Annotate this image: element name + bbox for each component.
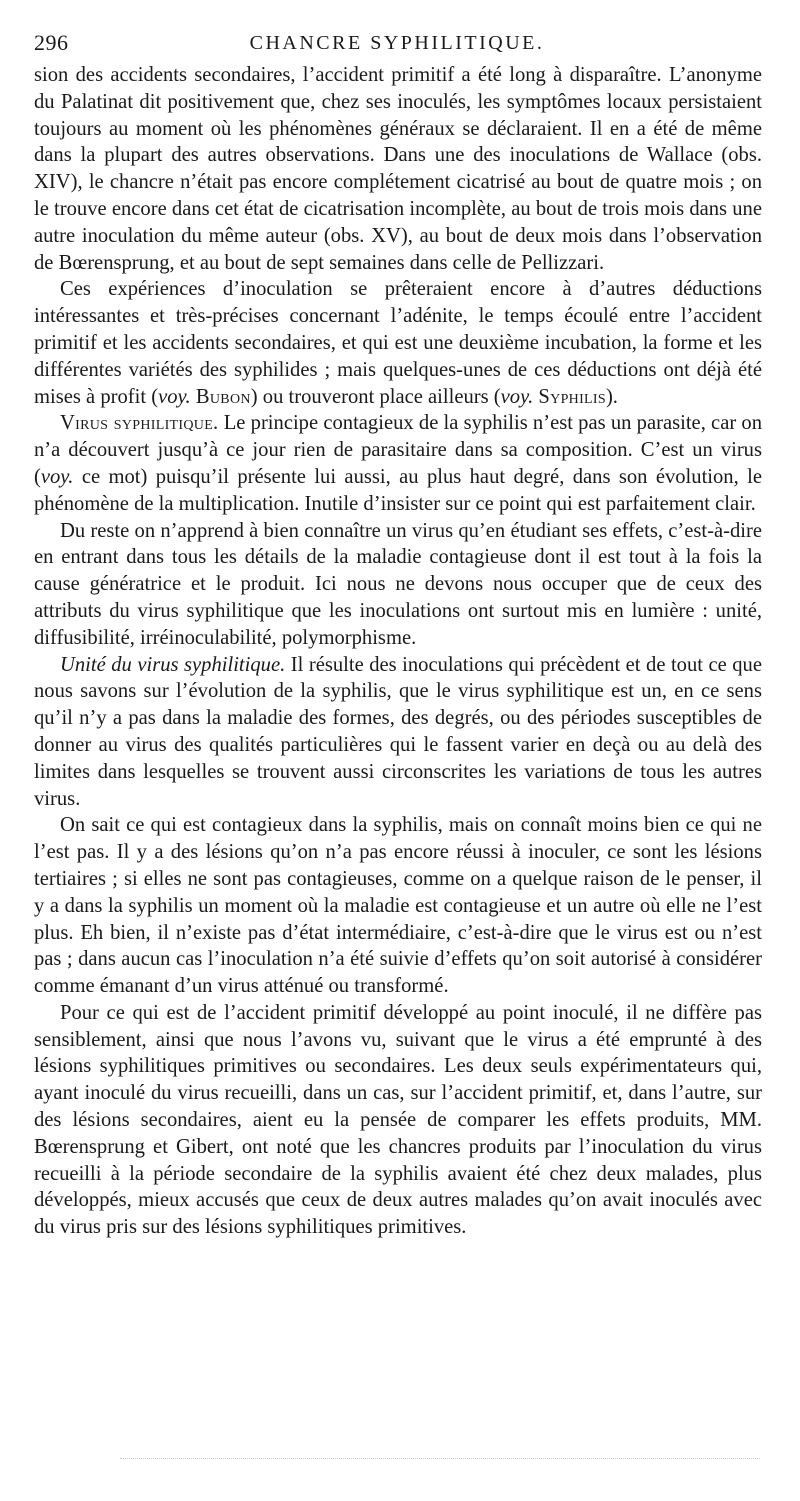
footer-rule xyxy=(120,1458,760,1459)
running-title: CHANCRE SYPHILITIQUE. xyxy=(249,32,545,54)
page-number: 296 xyxy=(34,30,69,55)
paragraph-3: Virus syphilitique. Le principe contagieux de la syphilis n’est pas un parasite, car on n’a découvert jusqu’à ce jour rien de parasitaire dans sa composition. C’est un virus (voy. ce mot) puisqu’il présente lui aussi, au plus haut degré, dans son évolution, le phénomène de la multiplication. Inutile d’insister sur ce point qui est parfaitement clair. xyxy=(34,412,763,515)
paragraph-6: On sait ce qui est contagieux dans la syphilis, mais on connaît moins bien ce qui ne l’est pas. Il y a des lésions qu’on n’a pas encore réussi à inoculer, ce sont les lésions tertiaires ; si elles ne sont pas contagieuses, comme on a quelque raison de le penser, il y a dans la syphilis un moment où la maladie est contagieuse et un autre où elle ne l’est plus. Eh bien, il n’existe pas d’état intermédiaire, c’est-à-dire que le virus est ou n’est pas ; dans aucun cas l’inoculation n’a été suivie d’effets qu’on soit autorisé à considérer comme émanant d’un virus atténué ou transformé. xyxy=(34,814,762,998)
paragraph-4: Du reste on n’apprend à bien connaître un virus qu’en étudiant ses effets, c’est-à-dire en entrant dans tous les détails de la maladie contagieuse dont il est tout à la fois la cause génératrice et le produit. Ici nous ne devons nous occuper que de ceux des attributs du virus syphilitique que les inoculations ont surtout mis en lumière : unité, diffusibilité, irréinoculabilité, polymorphisme. xyxy=(34,519,762,649)
section-heading-virus-syphilitique: Virus syphilitique. xyxy=(60,412,219,435)
cross-reference-syphilis: Syphilis xyxy=(538,385,606,408)
paragraph-5: Unité du virus syphilitique. Il résulte des inoculations qui précèdent et de tout ce que nous savons sur l’évolution de la syphilis, que le virus syphilitique est un, en ce sens qu’il n’y a pas dans la maladie des formes, des degrés, ou des périodes susceptibles de donner au virus des qualités particulières qui le fassent varier en deçà ou au delà des limites dans lesquelles se trouvent aussi circonscrites les variations de tous les autres virus. xyxy=(34,653,762,810)
paragraph-7: Pour ce qui est de l’accident primitif développé au point inoculé, il ne diffère pas sensiblement, ainsi que nous l’avons vu, suivant que le virus a été emprunté à des lésions syphilitiques primitives ou secondaires. Les deux seuls expérimentateurs qui, ayant inoculé du virus recueilli, dans un cas, sur l’accident primitif, et, dans l’autre, sur des lésions secondaires, aient eu la pensée de comparer les effets produits, MM. Bœrensprung et Gibert, ont noté que les chancres produits par l’inoculation du virus recueilli à la période secondaire de la syphilis avaient été chez deux malades, plus développés, mieux accusés que ceux de deux autres malades qu’on avait inoculés avec du virus pris sur des lésions syphilitiques primitives. xyxy=(34,1001,762,1239)
paragraph-2: Ces expériences d’inoculation se prêteraient encore à d’autres déductions intéressantes et très-précises concernant l’adénite, le temps écoulé entre l’accident primitif et les accidents secondaires, et qui est une deuxième incubation, la forme et les différentes variétés des syphilides ; mais quelques-unes de ces déductions ont déjà été mises à profit (voy. Bubon) ou trouveront place ailleurs (voy. Syphilis). xyxy=(34,278,762,408)
page-header xyxy=(34,30,760,58)
body-text xyxy=(34,62,762,1241)
paragraph-1: sion des accidents secondaires, l’accident primitif a été long à disparaître. L’anonyme du Palatinat dit positivement que, chez ses inoculés, les symptômes locaux persistaient toujours au moment où les phénomènes généraux se déclaraient. Il en a été de même dans la plupart des autres observations. Dans une des inoculations de Wallace (obs. XIV), le chancre n’était pas encore complétement cicatrisé au bout de quatre mois ; on le trouve encore dans cet état de cicatrisation incomplète, au bout de trois mois dans une autre inoculation du même auteur (obs. XV), au bout de deux mois dans l’observation de Bœrensprung, et au bout de sept semaines dans celle de Pellizzari. xyxy=(34,64,762,274)
section-heading-unite: Unité du virus syphilitique. xyxy=(60,653,286,676)
cross-reference-bubon: Bubon xyxy=(195,385,251,408)
